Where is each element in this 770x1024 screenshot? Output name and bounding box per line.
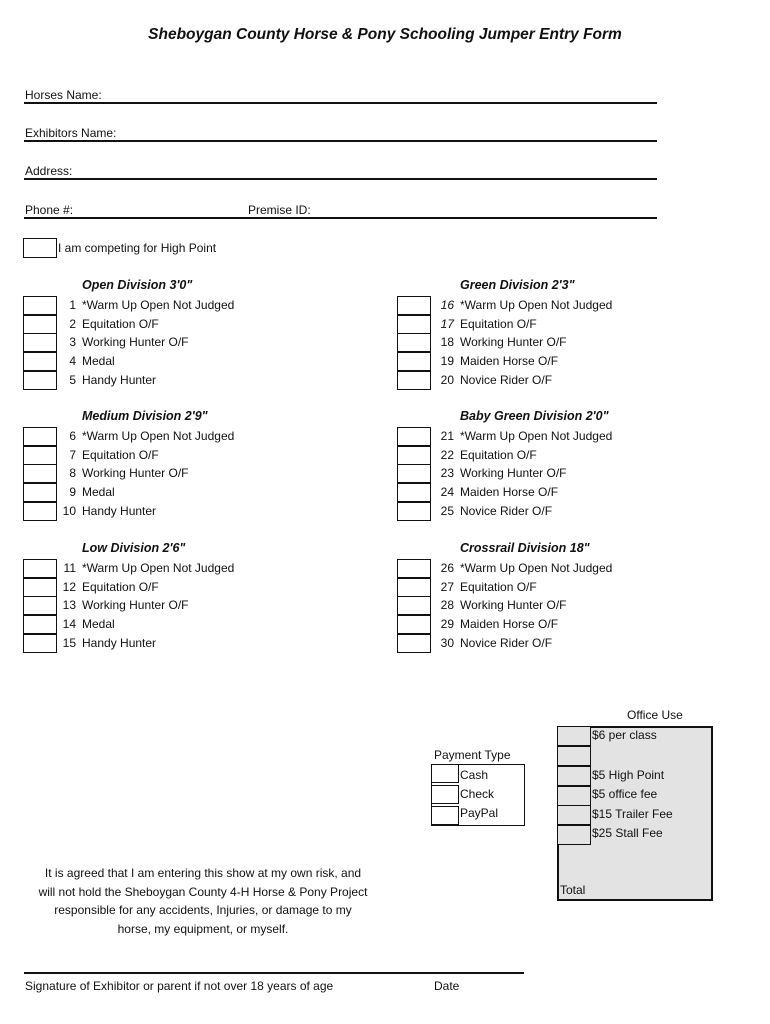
class-number: 21 (440, 429, 454, 443)
disclaimer-line: It is agreed that I am entering this show at my own risk, and (44, 866, 362, 880)
class-name: Equitation O/F (82, 316, 159, 331)
class-name: Handy Hunter (82, 503, 157, 518)
division-title: Green Division 2'3" (460, 278, 575, 292)
signature-line[interactable] (24, 972, 524, 974)
class-number: 5 (69, 372, 76, 387)
office-trailer-fee-label: $15 Trailer Fee (592, 807, 673, 821)
class-name: Working Hunter O/F (82, 598, 189, 613)
class-number: 17 (440, 316, 454, 331)
payment-type-heading: Payment Type (434, 748, 511, 762)
paypal-checkbox[interactable] (431, 806, 459, 825)
check-checkbox[interactable] (431, 785, 459, 804)
phone-label: Phone #: (25, 203, 74, 217)
class-checkbox[interactable] (397, 296, 431, 315)
division-title: Open Division 3'0" (82, 278, 193, 292)
class-number: 14 (62, 617, 76, 632)
class-number: 27 (440, 579, 454, 594)
class-name: *Warm Up Open Not Judged (460, 429, 613, 443)
class-name: *Warm Up Open Not Judged (82, 561, 235, 575)
class-checkbox[interactable] (397, 596, 431, 615)
horse-name-field[interactable] (24, 102, 657, 104)
class-number: 19 (440, 354, 454, 369)
class-checkbox[interactable] (397, 615, 431, 634)
class-number: 7 (69, 447, 76, 462)
class-name: *Warm Up Open Not Judged (460, 298, 613, 312)
office-box-stall-fee[interactable] (557, 825, 591, 845)
class-name: Medal (82, 617, 115, 632)
form-title: Sheboygan County Horse & Pony Schooling Jumper Entry Form (148, 26, 622, 43)
class-name: Equitation O/F (460, 447, 537, 462)
paypal-label: PayPal (460, 806, 499, 820)
class-checkbox[interactable] (397, 464, 431, 483)
signature-label: Signature of Exhibitor or parent if not over 18 years of age (25, 979, 334, 993)
class-name: Equitation O/F (460, 579, 537, 594)
class-name: Maiden Horse O/F (460, 354, 559, 369)
class-number: 3 (69, 335, 76, 350)
class-number: 11 (63, 561, 76, 575)
class-name: *Warm Up Open Not Judged (82, 298, 235, 312)
class-name: Novice Rider O/F (460, 372, 553, 387)
address-label: Address: (25, 164, 73, 178)
office-use-heading: Office Use (627, 708, 683, 722)
class-name: Working Hunter O/F (82, 466, 189, 481)
division-title: Baby Green Division 2'0" (460, 409, 609, 423)
class-number: 29 (440, 617, 454, 632)
class-checkbox[interactable] (397, 634, 431, 653)
class-number: 22 (440, 447, 454, 462)
class-number: 10 (62, 503, 76, 518)
class-checkbox[interactable] (397, 427, 431, 446)
class-number: 4 (69, 354, 76, 369)
division-title: Low Division 2'6" (82, 541, 186, 555)
class-number: 26 (440, 561, 454, 575)
class-checkbox[interactable] (397, 446, 431, 465)
class-checkbox[interactable] (397, 333, 431, 352)
office-total-label: Total (560, 883, 586, 897)
class-checkbox[interactable] (397, 502, 431, 521)
class-name: Working Hunter O/F (460, 598, 567, 613)
class-number: 18 (440, 335, 454, 350)
disclaimer-line: will not hold the Sheboygan County 4-H Horse & Pony Project (38, 884, 368, 899)
division-title: Crossrail Division 18" (460, 541, 590, 555)
class-name: Equitation O/F (82, 579, 159, 594)
office-stall-fee-label: $25 Stall Fee (592, 826, 663, 840)
class-number: 2 (69, 316, 76, 331)
class-checkbox[interactable] (397, 578, 431, 597)
date-label: Date (434, 979, 460, 993)
cash-checkbox[interactable] (431, 764, 459, 783)
check-label: Check (460, 787, 495, 801)
division-title: Medium Division 2'9" (82, 409, 208, 423)
class-name: Novice Rider O/F (460, 635, 553, 650)
class-name: Handy Hunter (82, 372, 157, 387)
office-box-office-fee[interactable] (557, 786, 591, 806)
disclaimer-line: responsible for any accidents, Injuries, or damage to my (54, 903, 352, 917)
class-checkbox[interactable] (397, 559, 431, 578)
phone-premise-field[interactable] (24, 217, 657, 219)
exhibitor-name-label: Exhibitors Name: (25, 126, 117, 140)
address-field[interactable] (24, 178, 657, 180)
premise-id-label: Premise ID: (248, 203, 311, 217)
class-name: Equitation O/F (82, 447, 159, 462)
class-name: Working Hunter O/F (460, 335, 567, 350)
class-number: 16 (440, 298, 454, 312)
class-number: 20 (440, 372, 454, 387)
office-box-per-class[interactable] (557, 726, 591, 746)
class-name: Handy Hunter (82, 635, 157, 650)
class-number: 13 (62, 598, 76, 613)
class-number: 12 (62, 579, 76, 594)
class-name: Medal (82, 485, 115, 500)
class-name: Working Hunter O/F (82, 335, 189, 350)
class-number: 6 (69, 429, 76, 443)
class-checkbox[interactable] (397, 371, 431, 390)
class-number: 25 (440, 503, 454, 518)
cash-label: Cash (460, 768, 489, 782)
class-name: Maiden Horse O/F (460, 485, 559, 500)
class-number: 15 (62, 635, 76, 650)
class-number: 8 (69, 466, 76, 481)
class-number: 1 (69, 298, 76, 312)
class-number: 9 (69, 485, 76, 500)
class-name: Medal (82, 354, 115, 369)
class-number: 30 (440, 635, 454, 650)
office-box-high-point[interactable] (557, 766, 591, 786)
class-checkbox[interactable] (397, 315, 431, 334)
office-office-fee-label: $5 office fee (592, 787, 658, 801)
class-number: 24 (440, 485, 454, 500)
office-per-class-label: $6 per class (592, 728, 657, 742)
class-name: Maiden Horse O/F (460, 617, 559, 632)
exhibitor-name-field[interactable] (24, 140, 657, 142)
class-number: 23 (440, 466, 454, 481)
office-high-point-label: $5 High Point (592, 768, 665, 782)
class-name: Novice Rider O/F (460, 503, 553, 518)
class-name: Working Hunter O/F (460, 466, 567, 481)
class-checkbox[interactable] (397, 483, 431, 502)
class-number: 28 (440, 598, 454, 613)
disclaimer-text (18, 864, 388, 938)
disclaimer-line: horse, my equipment, or myself. (117, 921, 289, 936)
horse-name-label: Horses Name: (25, 88, 102, 102)
class-name: *Warm Up Open Not Judged (82, 429, 235, 443)
office-box-trailer-fee[interactable] (557, 805, 591, 825)
high-point-label: I am competing for High Point (58, 241, 217, 255)
office-box-blank[interactable] (557, 746, 591, 766)
class-name: Equitation O/F (460, 316, 537, 331)
class-checkbox[interactable] (397, 352, 431, 371)
class-name: *Warm Up Open Not Judged (460, 561, 613, 575)
high-point-checkbox[interactable] (23, 238, 57, 258)
